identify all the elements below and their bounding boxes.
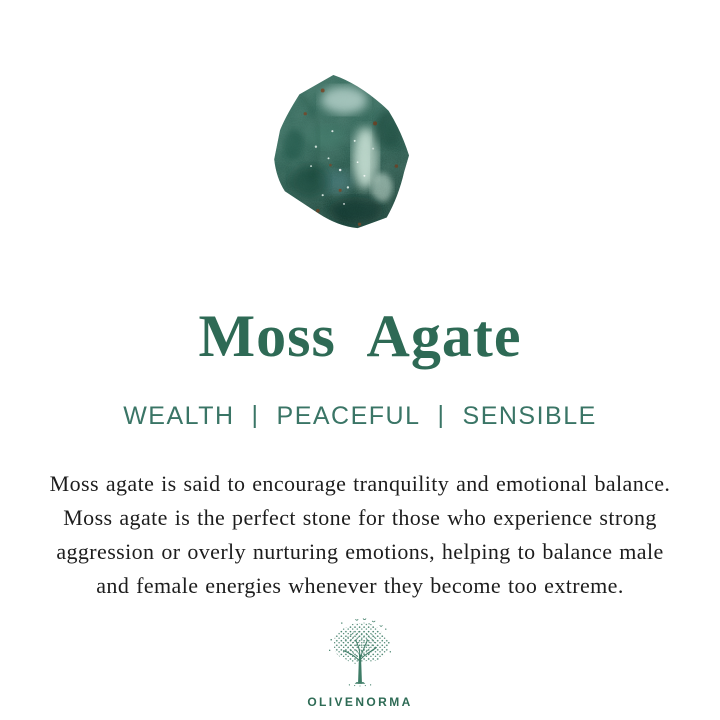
description-line-4: and female energies whenever they become too extreme. [96,573,624,598]
brand-name: OLIVENORMA [307,695,413,709]
keyword-sensible: SENSIBLE [462,402,597,430]
keyword-peaceful: PEACEFUL [276,402,421,430]
moss-agate-stone-image [272,73,418,233]
moss-agate-stone-photo [272,73,418,233]
keywords-row [0,401,720,431]
page-title: Moss Agate [198,303,522,369]
brand-footer [0,617,720,709]
keyword-wealth: WEALTH [123,402,235,430]
olive-tree-icon [319,617,401,689]
description-line-1: Moss agate is said to encourage tranquility and emotional balance. [49,471,671,496]
keyword-separator: | [251,401,260,429]
keyword-separator: | [437,401,446,429]
description-paragraph [20,467,700,603]
description-line-3: aggression or overly nurturing emotions, helping to balance male [56,539,664,564]
description-line-2: Moss agate is the perfect stone for those who experience strong [63,505,657,530]
